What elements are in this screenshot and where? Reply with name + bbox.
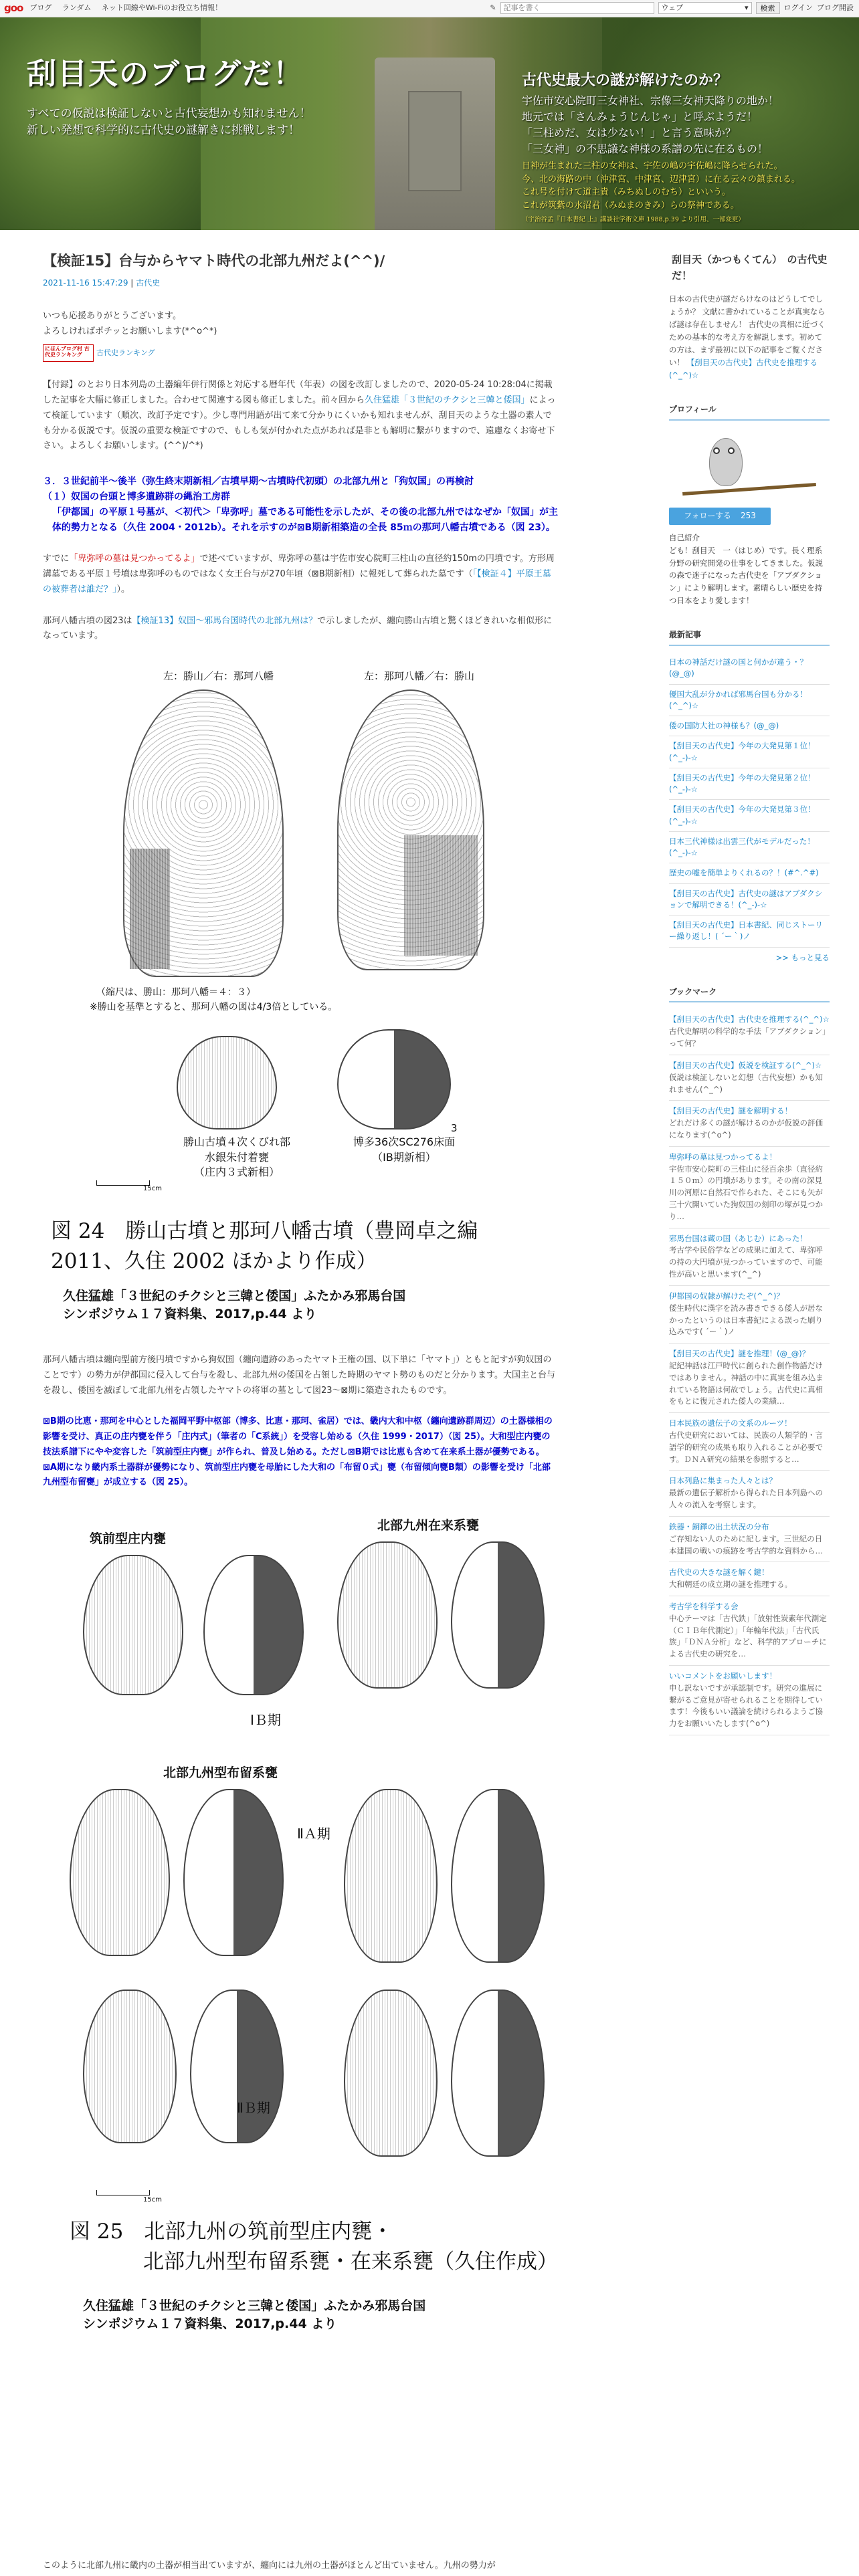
banner-question: 古代史最大の謎が解けたのか？: [522, 72, 729, 89]
quote-line: 今、北の海路の中（沖津宮、中津宮、辺津宮）に在る云々の鎮まれる。: [522, 174, 801, 185]
bookmark-link[interactable]: 日本列島に集まった人々とは？: [669, 1476, 777, 1486]
text: 那珂八幡古墳の図23は: [43, 615, 132, 626]
list-item: [669, 1009, 830, 1055]
branch-image: [682, 483, 816, 496]
vessel-drawing: [451, 1541, 545, 1689]
vessel-drawing: [83, 1990, 177, 2143]
vessel-drawing: [83, 1555, 183, 1695]
bookmark-desc: 記紀神話は江戸時代に創られた創作物語だけではありません。神話の中に真実を組み込まれている物語は何故でしょう。古代史に真相をもとに復元された倭人の業績…: [669, 1360, 824, 1406]
list-item: [669, 653, 830, 685]
caption-line: 図 25 北部九州の筑前型庄内甕・: [70, 2220, 393, 2244]
search-button[interactable]: 検索: [756, 2, 780, 14]
bookmark-link[interactable]: いいコメントをお願いします！: [669, 1671, 777, 1681]
vessel-drawing: [451, 1789, 545, 1963]
ranking-banner[interactable]: [43, 344, 558, 362]
recent-post-link[interactable]: 【刮目天の古代史】古代史の謎はアブダクションで解明できる！(^_-)-☆: [669, 888, 823, 909]
bookmark-desc: ご存知ない人のために記します。三世紀の日本建国の戦いの痕跡を考古学的な資料から…: [669, 1533, 823, 1555]
paragraph: ⊠B期の比恵・那珂を中心とした福岡平野中枢部（博多、比恵・那珂、雀居）では、畿内大和中枢（纏向遺跡群周辺）の土器様相の影響を受け、真正の庄内甕を伴う「庄内式」（筆者の「C系統」）を受容し始める（久住 1999・2017）（図 25）。大和型庄内甕の技法系譜下にやや変容した「筑前型庄内甕」が作られ、普及し始める。ただし⊠B期では比恵も含めて在来系土器が優勢である。⊠A期になり畿内系土器群が優勢になり、筑前型庄内甕を母胎にした大和の「布留０式」甕（布留傾向甕B類）の影響を受け「北部九州型布留甕」が成立する（図 25）。: [43, 1416, 553, 1488]
vessel-label-left: [170, 1135, 304, 1180]
goo-logo[interactable]: goo: [4, 1, 23, 14]
bookmark-desc: 倭生時代に漢字を読み書きできる倭人が居なかったというのは日本書紀による誤った刷り込みです( ´ー｀)ノ: [669, 1303, 823, 1337]
list-item: [669, 1344, 830, 1413]
recent-post-link[interactable]: 日本の神話だけ謎の国と何かが違う・？(@_@): [669, 657, 807, 679]
text: すでに: [43, 554, 70, 564]
list-item: [669, 716, 830, 736]
blog-header: [0, 17, 859, 230]
heading-line: （１）奴国の台頭と博多遺跡群の縄治工房群: [43, 492, 230, 503]
bookmark-desc: 中心テーマは「古代鉄」「放射性炭素年代測定（ＣＩＢ年代測定）」「年輪年代法」「古代氏族」「ＤＮＡ分析」など、科学的アプローチによる古代史の研究を…: [669, 1613, 827, 1659]
self-intro-text: ども！刮目天 一（はじめ）です。長く理系分野の研究開発の仕事をしてきました。仮説の森で迷子になった古代史を「アブダクション」により解明します。素晴らしい歴史を持つ日本をより愛します！: [669, 545, 823, 606]
fig-label-right: 左：那珂八幡／右：勝山: [364, 670, 475, 683]
quote-line: これが筑紫の水沼君（みぬまのきみ）らの祭神である。: [522, 200, 740, 211]
section-heading: [43, 474, 558, 536]
vessel-drawing: [344, 1990, 438, 2157]
vessel-drawing: [70, 1789, 170, 1956]
bookmark-link[interactable]: 邪馬台国は蔵の国（あじむ）にあった！: [669, 1233, 807, 1243]
list-item: [669, 736, 830, 768]
fig-note: ※勝山を基準とすると、那珂八幡の図は4/3倍としている。: [90, 1002, 338, 1013]
blogmura-logo[interactable]: にほんブログ村 古代史ランキング: [43, 344, 94, 362]
quote-line: 日神が生まれた三柱の女神は、宇佐の嶋の宇佐嶋に降らせられた。: [522, 161, 783, 172]
fig-number: 3: [451, 1122, 458, 1135]
text: 【付録】のとおり日本列島の土器編年併行関係と対応する暦年代（年表）の図を改訂しましたので、2020-05-24 10:28:04に掲載した記事を大幅に修正しました。合わせて関連する図も修正しました。前々回から: [43, 380, 553, 406]
banner-line: 地元では「さんみょうじんじゃ」と呼ぶようだ！: [522, 110, 758, 124]
bookmark-desc: 宇佐市安心院町の三柱山に径百余歩（直径約１５０ｍ）の円墳があります。その南の深見川の河原に自然石で作られた、そこにも矢が三十穴開いていた狗奴国の刻印の塚が見つかり…: [669, 1164, 823, 1221]
list-item: [669, 1562, 830, 1596]
recent-post-link[interactable]: 倭の国防大社の神様も？(@_@): [669, 721, 779, 731]
paragraph: [43, 614, 558, 645]
desc-line: すべての仮説は検証しないと古代妄想かも知れません！: [27, 107, 311, 120]
figure-source: [83, 2297, 425, 2333]
header-banner-text: [522, 68, 856, 226]
owl-eye: [713, 447, 720, 454]
quote-line: これ号を付けて道主貴（みちぬしのむち）といいう。: [522, 187, 731, 198]
desc-line: 新しい発想で科学的に古代史の謎解きに挑戦します！: [27, 123, 300, 137]
list-item: [669, 685, 830, 717]
fig-label: 北部九州型布留系甕: [163, 1765, 278, 1781]
list-item: [669, 800, 830, 832]
source-line: 久住猛雄「３世紀のチクシと三韓と倭国」ふたかみ邪馬台国: [63, 1289, 406, 1304]
fig-label-left: 左：勝山／右：那珂八幡: [163, 670, 274, 683]
list-item: [669, 768, 830, 800]
self-intro: [669, 532, 830, 608]
bookmark-link[interactable]: 伊都国の奴隷が解けたぞ(^_^)？: [669, 1291, 784, 1301]
label-line: （ⅠB期新相）: [372, 1150, 436, 1164]
nav-blog[interactable]: ブログ: [29, 3, 52, 13]
chevron-down-icon: ▾: [745, 3, 749, 12]
bookmark-desc: どれだけ多くの謎が解けるのかが仮説の評価になります(^o^): [669, 1118, 823, 1140]
paragraph: [43, 552, 558, 597]
banner-line: 宇佐市安心院町三女神社、宗像三女神天降りの地か！: [522, 94, 779, 108]
owl-body: [709, 438, 743, 486]
text: で述べていますが、卑弥呼の墓は宇佐市安心院町三柱山の直径約150mの円墳です。方形周溝墓である平原１号墳は卑弥呼のものではなく女王台与が270年頃（⊠B期新相）に報死して葬られた墓です（: [43, 554, 555, 580]
list-item: [669, 1517, 830, 1562]
ranking-link[interactable]: 古代史ランキング: [96, 348, 155, 357]
vessel-drawing-right: [337, 1029, 451, 1130]
top-nav: [29, 2, 230, 15]
list-item: [669, 916, 830, 948]
bookmark-link[interactable]: 卑弥呼の墓は見つかってるよ！: [669, 1152, 777, 1162]
bookmark-link[interactable]: 【刮目天の古代史】謎を解明する！: [669, 1106, 792, 1116]
vessel-drawing: [337, 1541, 438, 1689]
paragraph: [43, 378, 558, 454]
search-scope-select[interactable]: [658, 2, 752, 14]
main-content: [43, 251, 558, 2384]
nav-net-info[interactable]: ネット回線やWi-Fiのお役立ち情報！: [101, 3, 223, 13]
vessel-drawing: [190, 1990, 284, 2143]
label-line: 博多36次SC276床面: [353, 1136, 456, 1149]
text: で示しましたが、纏向勝山古墳と驚くほどきれいな相似形になっています。: [43, 615, 553, 641]
blog-title[interactable]: 刮目天のブログだ！: [27, 57, 304, 91]
phase-label: ⅡＡ期: [297, 1826, 330, 1842]
intro-link[interactable]: 【刮目天の古代史】古代史を推理する(^_^)☆: [669, 357, 818, 380]
bookmark-desc: 古代史研究においては、民族の人類学的・言語学的研究の成果も取り入れることが必要です。ＤＮＡ研究の結果を参照すると…: [669, 1430, 823, 1464]
source-line: 久住猛雄「３世紀のチクシと三韓と倭国」ふたかみ邪馬台国: [83, 2298, 426, 2314]
sidebar-blog-title[interactable]: 刮目天（かつもくてん） の古代史だ！: [672, 253, 828, 282]
intro-text: 日本の古代史が謎だらけなのはどうしてでしょうか？ 文献に書かれていることが真実ならば謎は存在しません！ 古代史の真相に近づくための基本的な考え方を解説します。初めての方は、まず最初に以下の記事をご覧ください！: [669, 294, 826, 367]
sidebar-intro: [669, 293, 830, 382]
vessel-drawing: [203, 1555, 304, 1695]
figure-caption: [51, 1216, 478, 1277]
top-bar: [0, 0, 859, 17]
greeting-line: よろしければポチッとお願いします(*^o^*): [43, 326, 217, 336]
banner-line: 「三柱めだ、女は少ない！」と言う意味か？: [522, 126, 737, 140]
recent-post-link[interactable]: 【刮目天の古代史】今年の大発見第１位！(^_-)-☆: [669, 741, 816, 762]
label-line: 勝山古墳４次くびれ部: [183, 1136, 290, 1149]
inline-link[interactable]: 「【検証４】平原王墓の被葬者は誰だ？」: [43, 569, 551, 595]
sidebar-heading-profile: プロフィール: [669, 403, 830, 421]
recent-post-link[interactable]: 【刮目天の古代史】日本書紀、同じストーリー繰り返し！( ´ー｀)ノ: [669, 920, 823, 942]
text: ）。: [116, 584, 130, 595]
list-item: [669, 1471, 830, 1516]
category-link[interactable]: 古代史: [136, 278, 161, 288]
bookmark-desc: 仮説は検証しないと幻想（古代妄想）かも知れません(^_^): [669, 1072, 823, 1094]
inline-link[interactable]: 【検証13】奴国〜邪馬台国時代の北部九州は？: [132, 615, 318, 626]
list-item: [669, 1228, 830, 1286]
entry-title[interactable]: 【検証15】台与からヤマト時代の北部九州だよ(^^)/: [43, 253, 385, 269]
login-link[interactable]: ログイン: [783, 3, 813, 12]
text: によって検証しています（順次、改訂予定です）。少し専門用語が出て来て分かりにくいかも知れませんが、刮目天のような土器の素人でも分かる仮説です。仮説の重要な検証ですので、もしも気が付かれた点があれば是非とも解明に繋がりますので、遠慮なくお寄せ下さい。よろしくお願いします。(^^)/^*): [43, 395, 556, 451]
heading-line: 「伊都国」の平原１号墓が、＜初代＞「卑弥呼」墓である可能性を示したが、その後の北部九州ではなぜか「奴国」が主体的勢力となる（久住 2004・2012b）。それを示すのが⊠B期新相築造の全長 85ｍの那珂八幡古墳である（図 23）。: [52, 507, 558, 534]
vessel-drawing: [451, 1990, 545, 2157]
bookmark-link[interactable]: 古代史の大きな謎を解く鍵！: [669, 1568, 769, 1578]
list-item: [669, 863, 830, 883]
caption-line: 北部九州型布留系甕・在来系甕（久住作成）: [143, 2250, 558, 2274]
paragraph: 那珂八幡古墳は纏向型前方後円墳ですから狗奴国（纏向遺跡のあったヤマト王権の国、以下単に「ヤマト」）ともと記すが狗奴国のことです）の勢力が伊都国に侵入して台与を殺し、北部九州の倭国を占領した時期のヤマト勢のものだと分かります。大国主と台与を殺し、倭国を滅ぼして北部九州を占領したヤマトの将軍の墓として図23〜⊠期に築造されたものです。: [43, 1355, 555, 1396]
recent-post-link[interactable]: 歴史の嘘を簡単よりくれるの？！(#^.^#): [669, 868, 819, 878]
vessel-label-right: [337, 1135, 471, 1165]
caption-line: 図 24 勝山古墳と那珂八幡古墳（豊岡卓之編: [51, 1219, 478, 1244]
figure-25: [43, 1508, 558, 2384]
follow-count: 253: [740, 510, 756, 520]
source-line: シンポジウム１７資料集、2017,p.44 より: [63, 1306, 317, 1321]
bookmark-link[interactable]: 考古学を科学する会: [669, 1601, 739, 1611]
owl-avatar[interactable]: [669, 431, 816, 498]
source-line: シンポジウム１７資料集、2017,p.44 より: [83, 2316, 337, 2331]
bookmark-link[interactable]: 【刮目天の古代史】古代史を推理する(^_^)☆: [669, 1014, 830, 1025]
label-line: （庄内３式新相）: [193, 1165, 280, 1178]
list-item: [669, 884, 830, 916]
inline-link[interactable]: 久住猛雄「３世紀のチクシと三韓と倭国」: [365, 395, 530, 406]
scale-label: 15cm: [143, 2196, 162, 2204]
nav-random[interactable]: ランダム: [62, 3, 92, 13]
list-item: [669, 1413, 830, 1471]
caption-line: 2011、久住 2002 ほかより作成）: [51, 1249, 377, 1274]
scale-bar: [96, 1180, 150, 1186]
sidebar-heading-bookmark: ブックマーク: [669, 986, 830, 1003]
scale-bar: [96, 2190, 150, 2195]
banner-source: （宇治谷孟『日本書紀 上』講談社学術文庫 1988,p.39 より引用、一部変更）: [522, 216, 745, 224]
list-item: [669, 1666, 830, 1735]
blog-description: [27, 106, 311, 138]
bookmark-desc: 大和朝廷の成立期の謎を推理する。: [669, 1580, 792, 1590]
search-input[interactable]: [500, 2, 654, 14]
banner-quote: [522, 160, 856, 212]
more-link[interactable]: >> もっと見る: [775, 952, 830, 962]
figure-caption: [70, 2217, 558, 2277]
phase-label: ⅠＢ期: [250, 1712, 281, 1729]
heading-line: ３．３世紀前半～後半（弥生終末期新相／古墳早期～古墳時代初頭）の北部九州と「狗奴国」の再検討: [43, 476, 474, 488]
bookmark-link[interactable]: 鉄器・銅鐸の出土状況の分布: [669, 1521, 769, 1531]
blog-open-link[interactable]: ブログ開設: [817, 3, 854, 12]
fig-note: （縮尺は、勝山：那珂八幡＝４：３）: [96, 987, 256, 998]
top-right-controls: [490, 2, 854, 15]
bookmark-link[interactable]: 【刮目天の古代史】謎を推理！(@_@)？: [669, 1349, 810, 1359]
sidebar: [669, 251, 830, 1735]
fig-label: 北部九州在来系甕: [377, 1518, 480, 1533]
recent-post-link[interactable]: 【刮目天の古代史】今年の大発見第２位！(^_-)-☆: [669, 772, 816, 794]
tomb-plan-shaded: [130, 849, 170, 969]
recent-post-link[interactable]: 【刮目天の古代史】今年の大発見第３位！(^_-)-☆: [669, 804, 816, 826]
label-line: 水銀朱付着甕: [204, 1150, 269, 1164]
vessel-drawing: [344, 1789, 438, 1963]
bookmark-link[interactable]: 日本民族の遺伝子の文系のルーツ！: [669, 1418, 792, 1428]
stone-tablet-image: [408, 91, 462, 191]
scale-label: 15cm: [143, 1185, 162, 1193]
entry-date: 2021-11-16 15:47:29: [43, 278, 128, 288]
list-item: [669, 1147, 830, 1228]
recent-post-link[interactable]: 日本三代神様は出雲三代がモデルだった！(^_-)-☆: [669, 836, 815, 858]
bookmark-desc: 考古学や民俗学などの成果に加えて、卑弥呼の持の大円墳が見つかっていますので、可能性が高いと思います(^_^): [669, 1245, 823, 1279]
figure-24: [43, 661, 558, 1337]
recent-post-link[interactable]: 優国大乱が分かれば邪馬台国も分かる！(^_^)☆: [669, 689, 807, 710]
tomb-plan-shaded: [404, 835, 478, 956]
pencil-icon: ✎: [490, 3, 496, 12]
meta-separator: |: [128, 278, 136, 288]
entry-meta: [43, 276, 558, 290]
phase-label: ⅡＢ期: [237, 2100, 270, 2117]
bookmark-desc: 最新の遺伝子解析から得られた日本列島への人々の流入を考察します。: [669, 1488, 823, 1510]
bookmark-link[interactable]: 【刮目天の古代史】仮説を検証する(^_^)☆: [669, 1060, 822, 1070]
list-item: [669, 1596, 830, 1666]
paragraph: このように北部九州に畿内の土器が相当出ていますが、纏向には九州の土器がほとんど出ていません。九州の勢力が: [43, 2561, 496, 2571]
recent-posts-list: [669, 653, 830, 948]
list-item: [669, 1101, 830, 1146]
greeting-line: いつも応援ありがとうございます。: [43, 310, 181, 321]
scope-value: ウェブ: [661, 3, 684, 12]
bookmark-desc: 申し訳ないですが承認制です。研究の進展に繋がるご意見が寄せられることを期待しています！今後もいい議論を続けられるようご協力をお願いいたします(^o^): [669, 1683, 823, 1729]
sidebar-heading-recent: 最新記事: [669, 629, 830, 646]
banner-line: 「三女神」の不思議な神様の系譜の先に在るもの！: [522, 142, 769, 156]
follow-button[interactable]: [669, 508, 771, 525]
list-item: [669, 1286, 830, 1344]
vessel-drawing: [183, 1789, 284, 1956]
owl-eye: [728, 447, 735, 454]
self-intro-heading: 自己紹介: [669, 532, 700, 542]
fig-label: 筑前型庄内甕: [90, 1531, 167, 1547]
inline-link[interactable]: 「卑弥呼の墓は見つかってるよ」: [69, 554, 200, 564]
vessel-drawing-left: [177, 1036, 277, 1130]
bookmark-desc: 古代史解明の科学的な手法「アブダクション」って何？: [669, 1027, 826, 1049]
list-item: [669, 1055, 830, 1101]
list-item: [669, 832, 830, 864]
figure-source: [63, 1287, 405, 1323]
bookmark-list: [669, 1009, 830, 1735]
greeting: [43, 309, 558, 340]
follow-label: フォローする: [684, 510, 731, 520]
